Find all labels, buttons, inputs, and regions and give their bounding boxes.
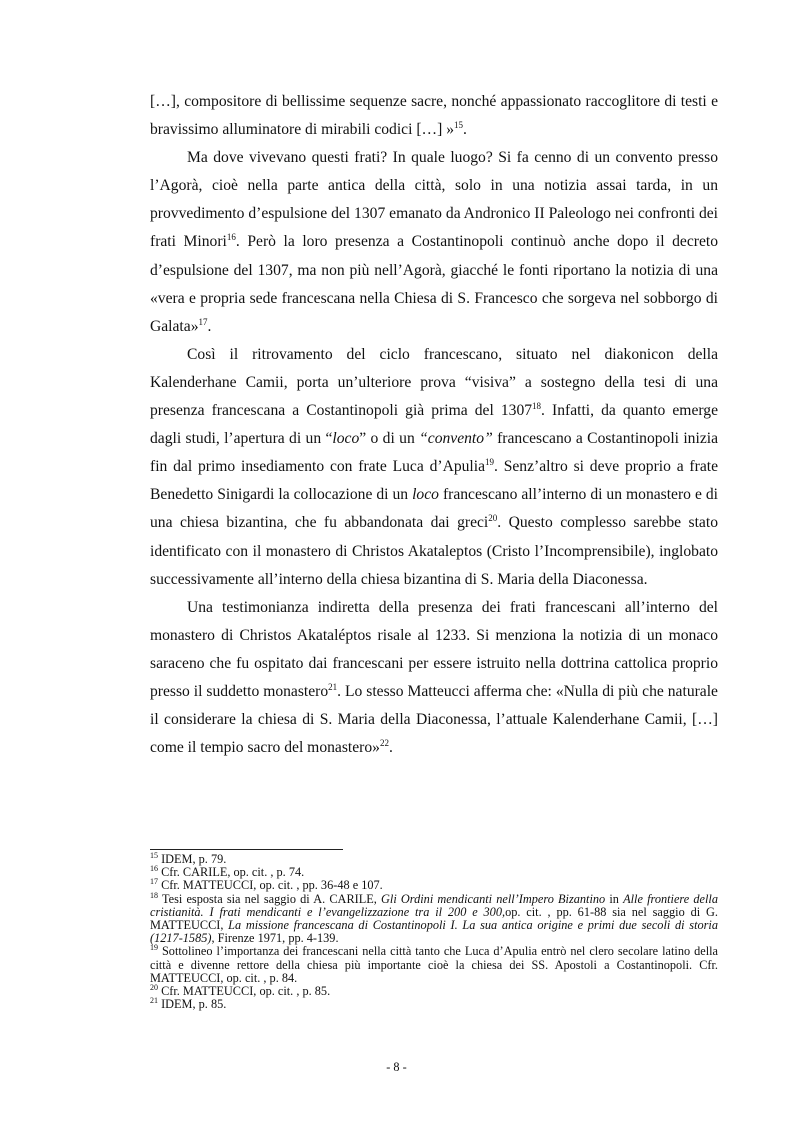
text-run: op. cit. , pp. 61-88 sia nel saggio di G. MATTEUCCI, (150, 904, 718, 933)
page-body (150, 88, 718, 762)
body-text (150, 88, 718, 762)
text-run: . (207, 317, 212, 335)
text-run: Cfr. MATTEUCCI, op. cit. , p. 85. (158, 984, 331, 999)
footnote-number: 19 (150, 943, 158, 953)
text-run: Ma dove vivevano questi frati? In quale luogo? Si fa cenno di un convento presso l’Agorà, cioè nella parte antica della città, solo in una notizia assai tarda, in un provvedimento d’espulsione del 1307 emanato da Andronico II Paleologo nei confronti dei frati Minori (150, 149, 718, 251)
text-run: IDEM, p. 79. (158, 852, 227, 866)
paragraph (150, 88, 718, 144)
page-number: - 8 - (386, 1060, 407, 1074)
footnote-reference: 18 (532, 400, 542, 411)
footnote-reference: 20 (488, 513, 498, 524)
footnote-reference: 22 (379, 737, 389, 748)
text-run: . Infatti, da quanto emerge dagli studi, l’apertura di un “ (150, 402, 718, 448)
footnote-number: 15 (150, 850, 158, 860)
footnote-number: 16 (150, 864, 158, 874)
footnote (150, 890, 718, 946)
italic-text: “convento” (419, 430, 493, 448)
text-run: . (463, 121, 467, 139)
footnote (150, 998, 718, 1011)
text-run: IDEM, p. 85. (158, 997, 227, 1012)
text-run: Tesi esposta sia nel saggio di A. CARILE, (158, 891, 382, 906)
paragraph (150, 594, 718, 763)
text-run: . Lo stesso Matteucci afferma che: «Nulla di più che naturale il considerare la chiesa di S. Maria della Diaconessa, l’attuale Kalenderhane Camii, […] come il tempio sacro del monastero» (150, 682, 718, 757)
text-run: in (605, 891, 624, 906)
footnote-reference: 15 (454, 119, 464, 130)
italic-text: loco (412, 486, 439, 504)
text-run: Cfr. MATTEUCCI, op. cit. , pp. 36-48 e 107. (158, 878, 383, 893)
footnote-separator (150, 849, 343, 850)
footnotes (150, 850, 718, 1012)
footnote-number: 21 (150, 996, 158, 1006)
text-run: Una testimonianza indiretta della presenza dei frati francescani all’interno del monastero di Christos Akataléptos risale al 1233. Si menziona la notizia di un monaco saraceno che fu ospitato dai francescani per essere istruito nella dottrina cattolica proprio presso il suddetto monastero (150, 598, 718, 700)
text-run: . (388, 739, 393, 757)
footnote-reference: 17 (198, 316, 208, 327)
text-run: . Senz’altro si deve proprio a frate Benedetto Sinigardi la collocazione di un (150, 458, 718, 504)
text-run: Sottolineo l’importanza dei francescani nella città tanto che Luca d’Apulia entrò nel clero secolare latino della città e divenne rettore della chiesa più importante cioè la chiesa dei SS. Apostoli a Costantinopoli. Cfr. MATTEUCCI, op. cit. , p. 84. (150, 944, 718, 985)
text-run: . Però la loro presenza a Costantinopoli continuò anche dopo il decreto d’espulsione del 1307, ma non più nell’Agorà, giacché le fonti riportano la notizia di una «vera e propria sede francescana nella Chiesa di S. Francesco che sorgeva nel sobborgo di Galata» (150, 233, 719, 335)
text-run: ” o di un (359, 430, 420, 448)
text-run: […], compositore di bellissime sequenze sacre, nonché appassionato raccoglitore di testi e bravissimo alluminatore di mirabili codici […] » (150, 93, 718, 139)
italic-text: La missione francescana di Costantinopoli I. La sua antica origine e primi due secoli di storia (1217-1585) (150, 918, 718, 946)
footnote-number: 18 (150, 890, 158, 900)
text-run: . Questo complesso sarebbe stato identificato con il monastero di Christos Akataleptos (Cristo l’Incomprensibile), inglobato successivamente all’interno della chiesa bizantina di S. Maria della Diaconessa. (150, 514, 718, 588)
paragraph (150, 341, 718, 594)
text-run: francescano a Costantinopoli inizia fin dal primo insediamento con frate Luca d’Apulia (150, 430, 718, 476)
footnote-number: 20 (150, 982, 158, 992)
italic-text: Gli Ordini mendicanti nell’Impero Bizantino (381, 891, 606, 906)
footnote-reference: 21 (328, 681, 338, 692)
footnote (150, 982, 718, 999)
italic-text: Alle frontiere della cristianità. I frati mendicanti e l’evangelizzazione tra il 200 e 300, (150, 891, 718, 919)
text-run: Così il ritrovamento del ciclo francescano, situato nel diakonicon della Kalenderhane Camii, porta un’ulteriore prova “visiva” a sostegno della tesi di una presenza francescana a Costantinopoli già prima del 1307 (150, 345, 718, 420)
footnote-reference: 16 (226, 232, 236, 243)
paragraph (150, 144, 718, 341)
italic-text: loco (332, 430, 360, 448)
footnote (150, 945, 718, 985)
footnote-number: 17 (150, 877, 158, 887)
text-run: , Firenze 1971, pp. 4-139. (211, 931, 339, 946)
footnote-reference: 19 (485, 457, 495, 468)
text-run: Cfr. CARILE, op. cit. , p. 74. (158, 865, 305, 880)
text-run: francescano all’interno di un monastero e di una chiesa bizantina, che fu abbandonata dai greci (150, 486, 718, 532)
